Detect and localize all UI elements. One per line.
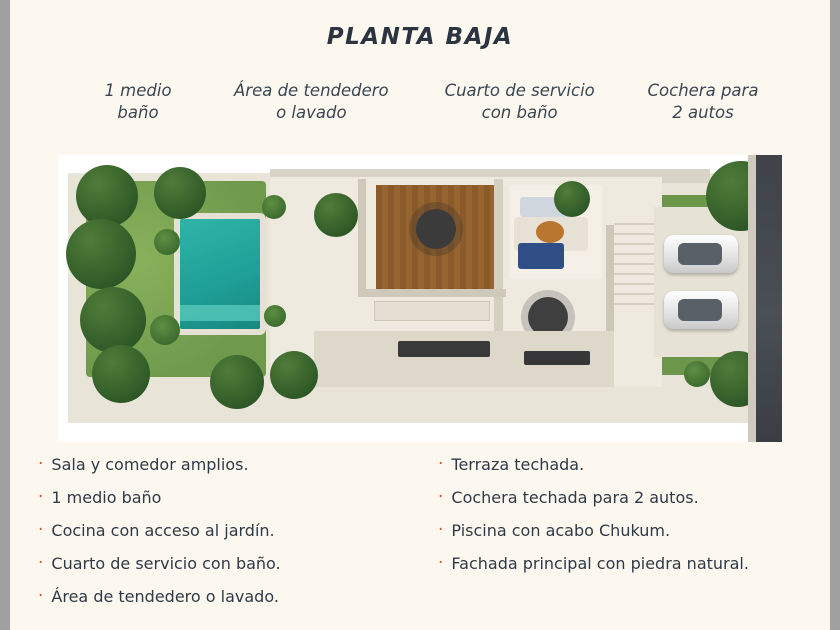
callout-tendedero-line2: o lavado	[276, 103, 347, 123]
list-item	[38, 587, 438, 606]
sofa-blue	[518, 243, 564, 269]
callout-cuarto-servicio	[425, 80, 615, 125]
list-item	[438, 554, 798, 573]
plant-icon	[150, 315, 180, 345]
list-item-label: Sala y comedor amplios.	[51, 455, 249, 474]
tree-icon	[80, 287, 146, 353]
list-item	[438, 455, 798, 474]
callout-cochera-line2: 2 autos	[672, 103, 734, 123]
tree-icon	[66, 219, 136, 289]
callout-tendedero	[211, 80, 411, 125]
callout-medio-bano-line2: baño	[117, 103, 159, 123]
bullet-icon: ·	[438, 454, 444, 474]
coffee-table	[536, 221, 564, 243]
list-item-label: Terraza techada.	[451, 455, 585, 474]
plant-icon	[262, 195, 286, 219]
list-item-label: Fachada principal con piedra natural.	[451, 554, 749, 573]
terrace-furniture-2	[524, 351, 590, 365]
pool-step	[180, 305, 260, 321]
callout-medio-bano	[78, 80, 198, 125]
wall-vertical-1	[358, 179, 366, 297]
floor-plan-rendering	[58, 155, 782, 442]
list-item	[38, 521, 438, 540]
page-edge-left	[0, 0, 10, 630]
street	[756, 155, 782, 442]
bullet-icon: ·	[38, 487, 44, 507]
tree-icon	[554, 181, 590, 217]
wall-horizontal-1	[358, 289, 506, 297]
plant-icon	[264, 305, 286, 327]
list-item	[38, 554, 438, 573]
bullet-icon: ·	[438, 553, 444, 573]
car-2-window	[678, 299, 722, 321]
car-2	[664, 291, 738, 329]
list-item-label: Área de tendedero o lavado.	[51, 587, 279, 606]
bullet-icon: ·	[38, 586, 44, 606]
car-1	[664, 235, 738, 273]
callout-cuarto-servicio-line1: Cuarto de servicio	[444, 81, 595, 100]
callout-medio-bano-line1: 1 medio	[104, 81, 172, 100]
kitchen-counter	[374, 301, 490, 321]
terrace-furniture-1	[398, 341, 490, 357]
list-item-label: Piscina con acabo Chukum.	[451, 521, 671, 540]
dining-table	[416, 209, 456, 249]
list-item	[38, 455, 438, 474]
bullet-icon: ·	[438, 487, 444, 507]
callout-cuarto-servicio-line2: con baño	[481, 103, 558, 123]
plant-icon	[154, 229, 180, 255]
staircase	[614, 215, 658, 311]
list-item	[438, 488, 798, 507]
features-section	[38, 455, 808, 620]
callout-labels	[78, 80, 778, 125]
list-item-label: Cuarto de servicio con baño.	[51, 554, 281, 573]
plant-icon	[684, 361, 710, 387]
tree-icon	[314, 193, 358, 237]
list-item-label: Cochera techada para 2 autos.	[451, 488, 699, 507]
tree-icon	[270, 351, 318, 399]
page-title: PLANTA BAJA	[326, 24, 514, 50]
plan-inner	[58, 155, 782, 442]
bullet-icon: ·	[438, 520, 444, 540]
callout-cochera-line1: Cochera para	[647, 81, 759, 100]
page-edge-right	[830, 0, 840, 630]
tree-icon	[76, 165, 138, 227]
list-item	[38, 488, 438, 507]
callout-cochera	[628, 80, 778, 125]
features-column-left	[38, 455, 438, 620]
list-item	[438, 521, 798, 540]
tree-icon	[210, 355, 264, 409]
bullet-icon: ·	[38, 553, 44, 573]
features-column-right	[438, 455, 798, 620]
bullet-icon: ·	[38, 520, 44, 540]
car-1-window	[678, 243, 722, 265]
list-item-label: 1 medio baño	[51, 488, 162, 507]
tree-icon	[154, 167, 206, 219]
callout-tendedero-line1: Área de tendedero	[234, 81, 389, 100]
list-item-label: Cocina con acceso al jardín.	[51, 521, 275, 540]
bullet-icon: ·	[38, 454, 44, 474]
tree-icon	[92, 345, 150, 403]
sidewalk	[748, 155, 756, 442]
